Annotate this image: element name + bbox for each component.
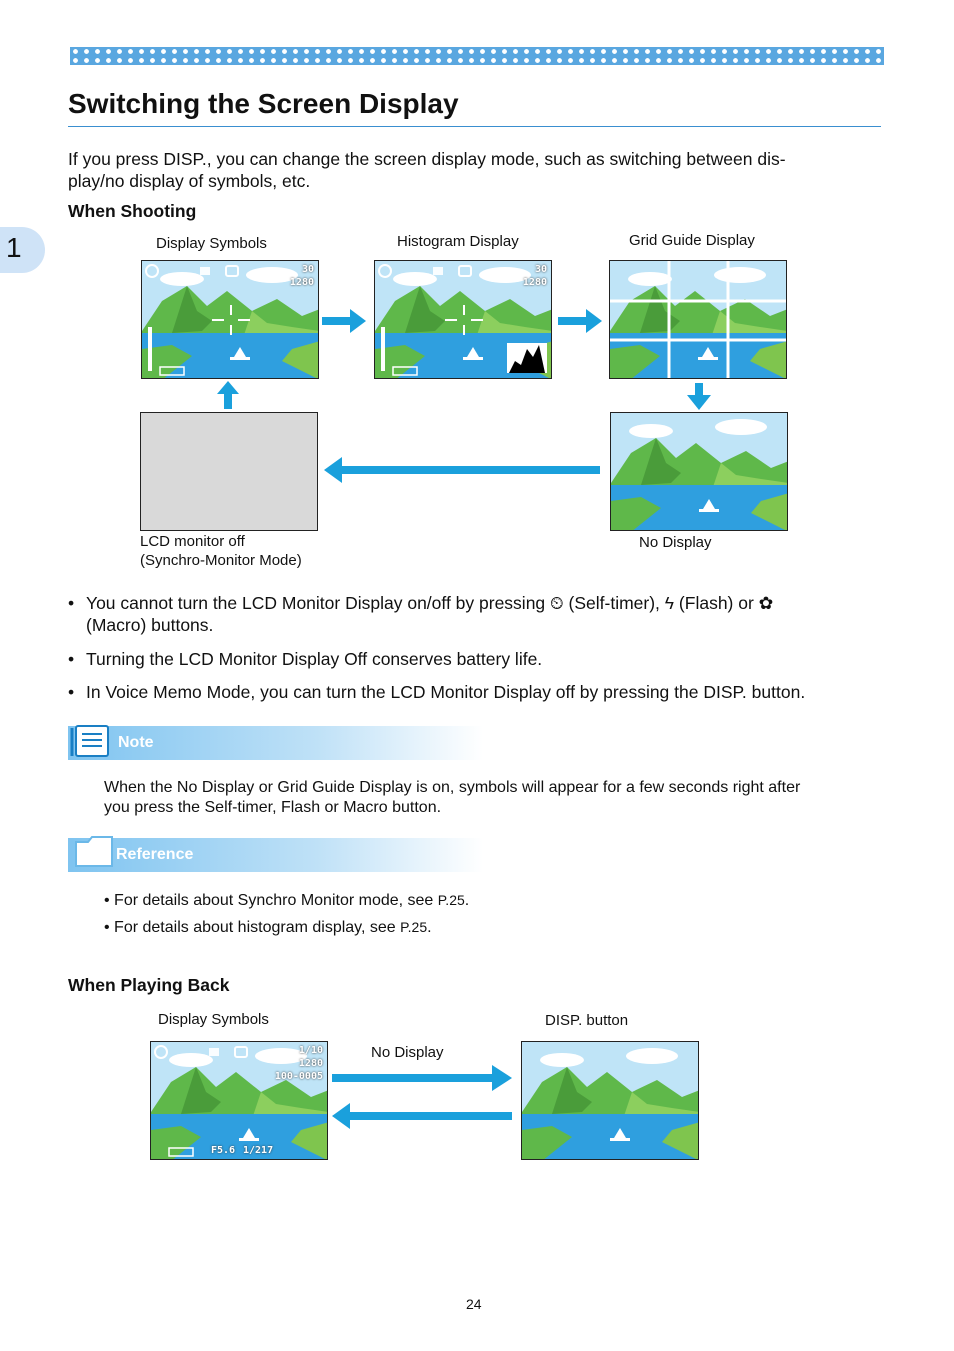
image-size: 1280	[522, 277, 547, 288]
shot-count: 30	[301, 264, 314, 275]
bullet-text: You cannot turn the LCD Monitor Display on/off by pressing	[86, 593, 551, 613]
zoom-bar	[148, 327, 152, 371]
battery-icon	[160, 367, 184, 375]
arrow-up-icon	[216, 380, 240, 410]
reference-label: Reference	[116, 846, 194, 863]
note-banner	[68, 726, 483, 760]
image-size: 1280	[289, 277, 314, 288]
caption-synchro-mode: (Synchro-Monitor Mode)	[140, 552, 302, 569]
shot-count: 30	[534, 264, 547, 275]
arrow-left-icon	[322, 456, 602, 484]
bullet-text: (Self-timer),	[563, 593, 665, 613]
caption-histogram: Histogram Display	[397, 233, 519, 250]
title-rule	[68, 126, 881, 127]
list-item: • For details about histogram display, see P.25.	[104, 919, 432, 936]
notepad-icon	[68, 722, 114, 762]
grid-overlay	[610, 261, 787, 379]
reference-text: For details about histogram display, see	[114, 919, 401, 936]
screen-playback-no-display	[521, 1041, 699, 1160]
landscape-photo	[522, 1042, 699, 1160]
page-ref-link[interactable]: P.25	[400, 919, 428, 935]
aperture: F5.6	[211, 1145, 236, 1156]
quality-icon	[200, 267, 210, 275]
camera-icon	[226, 266, 238, 276]
mode-icon	[155, 1046, 167, 1058]
bullet-text: Turning the LCD Monitor Display Off conserves battery life.	[86, 649, 543, 669]
intro-line-2: play/no display of symbols, etc.	[68, 171, 311, 191]
screen-display-symbols	[141, 260, 319, 379]
chapter-number: 1	[6, 232, 22, 263]
caption-grid-guide: Grid Guide Display	[629, 232, 755, 249]
flash-icon: ϟ	[664, 593, 675, 613]
intro-line-1: If you press DISP., you can change the screen display mode, such as switching between dis-	[68, 149, 786, 169]
arrow-right-icon	[330, 1064, 514, 1092]
camera-icon	[459, 266, 471, 276]
screen-no-display	[610, 412, 788, 531]
note-line-2: you press the Self-timer, Flash or Macro button.	[104, 799, 442, 816]
caption-disp-button: DISP. button	[545, 1012, 629, 1029]
page-title: Switching the Screen Display	[68, 88, 459, 119]
page-ref-link[interactable]: P.25	[437, 892, 465, 908]
focus-frame	[212, 305, 250, 335]
mode-icon	[146, 265, 158, 277]
note-label: Note	[118, 734, 154, 751]
folder-number: 100-0005	[274, 1071, 323, 1082]
self-timer-icon: ⏲	[550, 593, 564, 613]
zoom-bar	[381, 327, 385, 371]
landscape-photo	[611, 413, 788, 531]
note-line-1: When the No Display or Grid Guide Display is on, symbols will appear for a few seconds right after	[104, 779, 801, 796]
screen-playback-symbols	[150, 1041, 328, 1160]
arrow-right-icon	[320, 308, 368, 334]
caption-lcd-off: LCD monitor off	[140, 533, 245, 550]
playback-heading: When Playing Back	[68, 975, 230, 995]
folder-icon	[72, 832, 116, 872]
caption-no-display: No Display	[639, 534, 712, 551]
mode-icon	[379, 265, 391, 277]
screen-histogram	[374, 260, 552, 379]
battery-icon	[169, 1148, 193, 1156]
caption-playback-no-display: No Display	[371, 1044, 444, 1061]
reference-text: For details about Synchro Monitor mode, see	[114, 892, 438, 909]
caption-playback-display-symbols: Display Symbols	[158, 1011, 269, 1028]
bullet-text: In Voice Memo Mode, you can turn the LCD Monitor Display off by pressing the DISP. button.	[86, 682, 806, 702]
frame-counter: 1/10	[298, 1045, 323, 1056]
screen-lcd-off	[140, 412, 318, 531]
page-number: 24	[466, 1296, 482, 1312]
reference-banner	[68, 838, 483, 872]
shooting-heading: When Shooting	[68, 201, 197, 221]
caption-display-symbols: Display Symbols	[156, 235, 267, 252]
macro-icon: ✿	[758, 593, 774, 613]
battery-icon	[393, 367, 417, 375]
arrow-right-icon	[556, 308, 604, 334]
quality-icon	[209, 1048, 219, 1056]
bullet-text: (Macro) buttons.	[86, 615, 214, 635]
arrow-down-icon	[686, 382, 712, 412]
screen-grid-guide	[609, 260, 787, 379]
camera-icon	[235, 1047, 247, 1057]
focus-frame	[445, 305, 483, 335]
arrow-left-icon	[330, 1102, 514, 1130]
quality-icon	[433, 267, 443, 275]
header-decoration	[70, 47, 884, 65]
image-size: 1280	[298, 1058, 323, 1069]
bullet-text: (Flash) or	[674, 593, 759, 613]
list-item: • For details about Synchro Monitor mode, see P.25.	[104, 892, 470, 909]
shutter-speed: 1/217	[243, 1145, 274, 1156]
